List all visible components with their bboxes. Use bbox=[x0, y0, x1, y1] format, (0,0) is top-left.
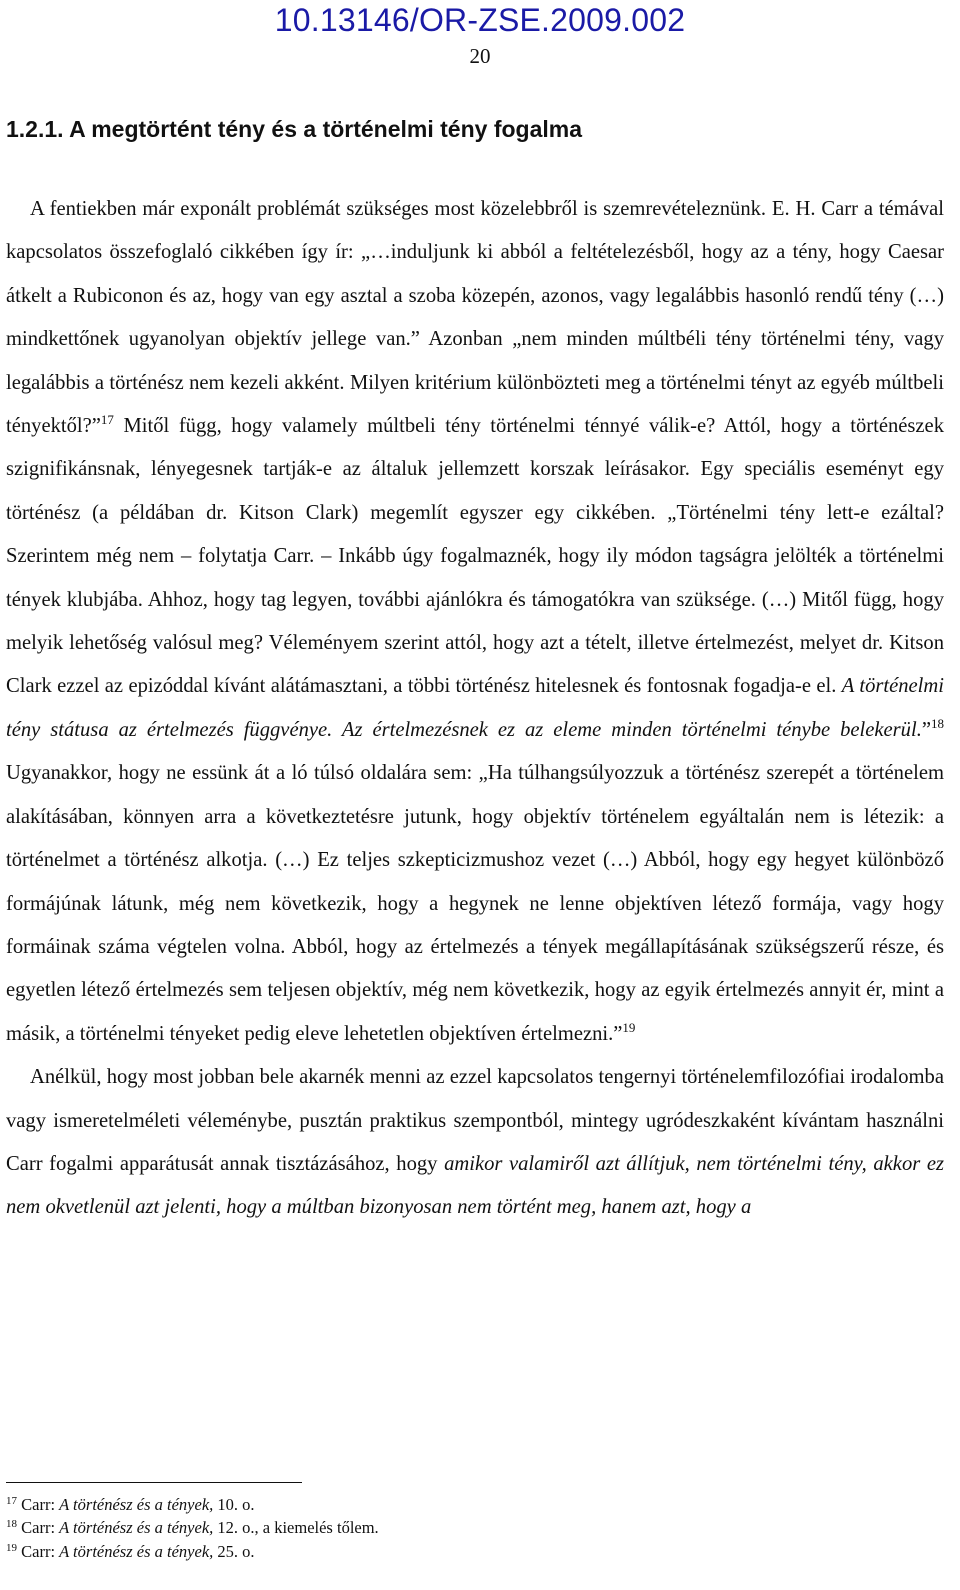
footnote-number: 17 bbox=[6, 1495, 17, 1507]
doi-header[interactable]: 10.13146/OR-ZSE.2009.002 bbox=[274, 2, 686, 38]
paragraph-1-emphasis: A történelmi tény státusa az értelmezés függvénye. Az értelmezésnek ez az eleme minden történelmi ténybe belekerül. bbox=[6, 675, 944, 741]
page-number: 20 bbox=[469, 44, 491, 68]
footnote-prefix: Carr: bbox=[21, 1495, 60, 1514]
closing-quote: ” bbox=[921, 718, 931, 741]
footnote-page: 10. o. bbox=[213, 1495, 255, 1514]
footnote-title: A történész és a tények, bbox=[59, 1541, 214, 1561]
paragraph-2-text: Anélkül, hogy most jobban bele akarnék menni az ezzel kapcsolatos tengernyi történelemfilozófiai irodalomba vagy ismeretelméleti véleménybe, pusztán praktikus szempontból, mintegy ugródeszkaként kívántam használni Carr fogalmi apparátusát annak tisztázásához, hogy bbox=[6, 1066, 944, 1175]
footnote-18 bbox=[6, 1516, 936, 1539]
footnote-ref-19[interactable]: 19 bbox=[622, 1019, 636, 1035]
footnote-separator bbox=[6, 1482, 302, 1483]
paragraph-1-part-2: Mitől függ, hogy valamely múltbeli tény történelmi ténnyé válik-e? Attól, hogy a történészek szignifikánsnak, lényegesnek tartják-e az általuk jellemzett korszak leírásakor. Egy speciális eseményt egy történész (a példában dr. Kitson Clark) megemlít egyszer egy cikkében. „Történelmi tény lett-e ezáltal? Szerintem még nem – folytatja Carr. – Inkább úgy fogalmaznék, hogy ily módon tagságra jelölték a történelmi tények klubjába. Ahhoz, hogy tag legyen, további ajánlókra és támogatókra van szüksége. (…) Mitől függ, hogy melyik lehetőség valósul meg? Véleményem szerint attól, hogy azt a tételt, illetve értelmezést, melyet dr. Kitson Clark ezzel az epizóddal kívánt alátámasztani, a többi történész hitelesnek és fontosnak fogadja-e el. bbox=[6, 415, 944, 698]
footnote-ref-17[interactable]: 17 bbox=[100, 412, 114, 428]
footnote-number: 19 bbox=[6, 1541, 17, 1554]
footnote-17 bbox=[6, 1493, 936, 1516]
paragraph-2-emphasis: amikor valamiről azt állítjuk, nem történelmi tény, akkor ez nem okvetlenül azt jelenti, hogy a múltban bizonyosan nem történt meg, hanem azt, hogy a bbox=[6, 1152, 944, 1219]
footnote-title: A történész és a tények, bbox=[59, 1495, 214, 1514]
footnote-ref-18[interactable]: 18 bbox=[931, 715, 944, 731]
footnotes bbox=[6, 1493, 936, 1563]
paragraph-2 bbox=[6, 1056, 944, 1230]
body-text bbox=[6, 188, 944, 1230]
paragraph-1-part-3: Ugyanakkor, hogy ne essünk át a ló túlsó oldalára sem: „Ha túlhangsúlyozzuk a történész szerepét a történelem alakításában, könnyen arra a következtetésre jutunk, hogy objektív történelem egyáltalán nem is létezik: a történelmet a történész alkotja. (…) Ez teljes szkepticizmushoz vezet (…) Abból, hogy egy hegyet különböző formájúnak látunk, még nem következik, hogy a hegynek ne lenne objektíven létező formája, vagy hogy formáinak száma végtelen volna. Abból, hogy az értelmezés a tények megállapításának szükségszerű része, és egyetlen létező értelmezés sem teljesen objektív, még nem következik, hogy az egyik értelmezés annyit ér, mint a másik, a történelmi tényeket pedig eleve lehetetlen objektíven értelmezni.” bbox=[6, 762, 944, 1045]
paragraph-1-part-1: A fentiekben már exponált problémát szükséges most közelebbről is szemrevételeznünk. E. H. Carr a témával kapcsolatos összefoglaló cikkében így ír: „…induljunk ki abból a feltételezésből, hogy az a tény, hogy Caesar átkelt a Rubiconon és az, hogy van egy asztal a szoba közepén, azonos, vagy legalábbis hasonló rendű tény (…) mindkettőnek ugyanolyan objektív jellege van.” Azonban „nem minden múltbéli tény történelmi tény, vagy legalábbis a történész nem kezeli akként. Milyen kritérium különbözteti meg a történelmi tényt az egyéb múltbeli tényektől?” bbox=[6, 198, 944, 438]
paragraph-1 bbox=[6, 188, 944, 1056]
footnote-prefix: Carr: bbox=[21, 1541, 60, 1561]
footnote-page: 25. o. bbox=[213, 1541, 255, 1561]
footnote-prefix: Carr: bbox=[21, 1518, 60, 1538]
footnote-title: A történész és a tények, bbox=[59, 1518, 214, 1538]
section-title: 1.2.1. A megtörtént tény és a történelmi tény fogalma bbox=[6, 116, 582, 142]
footnote-number: 18 bbox=[6, 1518, 17, 1531]
footnote-page: 12. o., a kiemelés tőlem. bbox=[213, 1518, 379, 1538]
footnote-19 bbox=[6, 1540, 936, 1563]
